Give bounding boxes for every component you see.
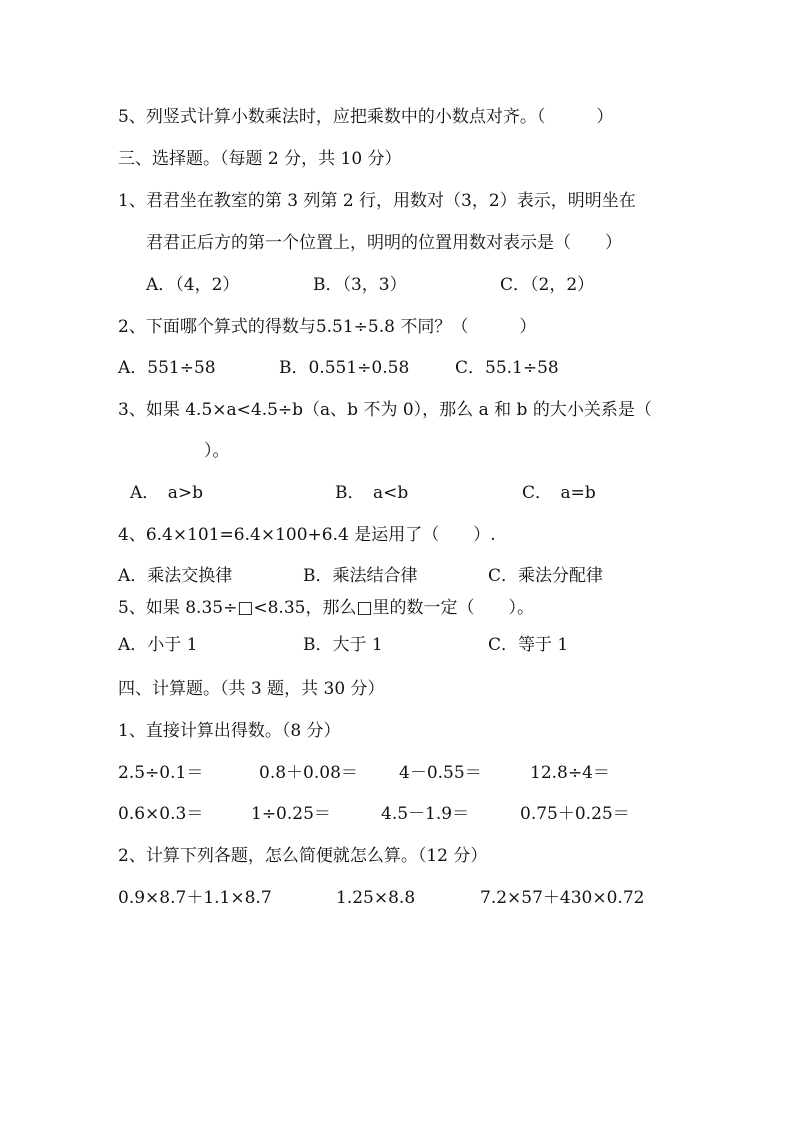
choice-3-option-b: B． a<b bbox=[335, 483, 409, 503]
choice-3-option-c: C． a=b bbox=[522, 483, 596, 503]
calc-1-item: 0.6×0.3＝ bbox=[118, 804, 204, 824]
choice-3-stem-line1: 3、如果 4.5×a<4.5÷b（a、b 不为 0），那么 a 和 b 的大小关系是（ bbox=[118, 400, 652, 420]
choice-1-option-b: B．（3，3） bbox=[313, 275, 407, 295]
choice-4-option-c: C．乘法分配律 bbox=[488, 566, 604, 586]
calc-1-item: 0.8＋0.08＝ bbox=[259, 763, 358, 783]
calc-1-item: 1÷0.25＝ bbox=[251, 804, 331, 824]
section-3-title: 三、选择题。（每题 2 分，共 10 分） bbox=[118, 149, 402, 169]
calc-2-title: 2、计算下列各题，怎么简便就怎么算。（12 分） bbox=[118, 846, 488, 866]
choice-5-option-b: B．大于 1 bbox=[303, 635, 383, 655]
calc-2-item: 0.9×8.7＋1.1×8.7 bbox=[118, 888, 272, 908]
choice-2-option-c: C．55.1÷58 bbox=[455, 358, 559, 378]
calc-1-item: 12.8÷4＝ bbox=[530, 763, 610, 783]
choice-2-option-a: A．551÷58 bbox=[118, 358, 216, 378]
choice-2-stem: 2、下面哪个算式的得数与5.51÷5.8 不同？（ ） bbox=[118, 317, 537, 337]
choice-4-option-a: A．乘法交换律 bbox=[118, 566, 233, 586]
choice-3-stem-line2: ）。 bbox=[204, 441, 230, 461]
calc-1-item: 0.75＋0.25＝ bbox=[520, 804, 630, 824]
choice-2-option-b: B．0.551÷0.58 bbox=[279, 358, 410, 378]
choice-4-option-b: B．乘法结合律 bbox=[303, 566, 418, 586]
choice-1-stem-line2: 君君正后方的第一个位置上，明明的位置用数对表示是（ ） bbox=[146, 233, 622, 253]
calc-1-item: 2.5÷0.1＝ bbox=[118, 763, 204, 783]
choice-5-stem: 5、如果 8.35÷□<8.35，那么□里的数一定（ ）。 bbox=[118, 598, 535, 618]
choice-1-stem-line1: 1、君君坐在教室的第 3 列第 2 行，用数对（3，2）表示，明明坐在 bbox=[118, 191, 636, 211]
choice-5-option-a: A．小于 1 bbox=[118, 635, 198, 655]
choice-5-option-c: C．等于 1 bbox=[488, 635, 569, 655]
section-4-title: 四、计算题。（共 3 题，共 30 分） bbox=[118, 679, 385, 699]
choice-1-option-a: A．（4，2） bbox=[146, 275, 240, 295]
judge-question-5: 5、列竖式计算小数乘法时，应把乘数中的小数点对齐。（ ） bbox=[118, 107, 614, 127]
calc-1-item: 4.5－1.9＝ bbox=[381, 804, 470, 824]
calc-2-item: 7.2×57＋430×0.72 bbox=[480, 888, 645, 908]
calc-1-item: 4－0.55＝ bbox=[399, 763, 482, 783]
choice-1-option-c: C．（2，2） bbox=[500, 275, 595, 295]
choice-4-stem: 4、6.4×101=6.4×100+6.4 是运用了（ ）. bbox=[118, 525, 496, 545]
calc-2-item: 1.25×8.8 bbox=[336, 888, 416, 908]
choice-3-option-a: A． a>b bbox=[130, 483, 204, 503]
calc-1-title: 1、直接计算出得数。（8 分） bbox=[118, 721, 341, 741]
